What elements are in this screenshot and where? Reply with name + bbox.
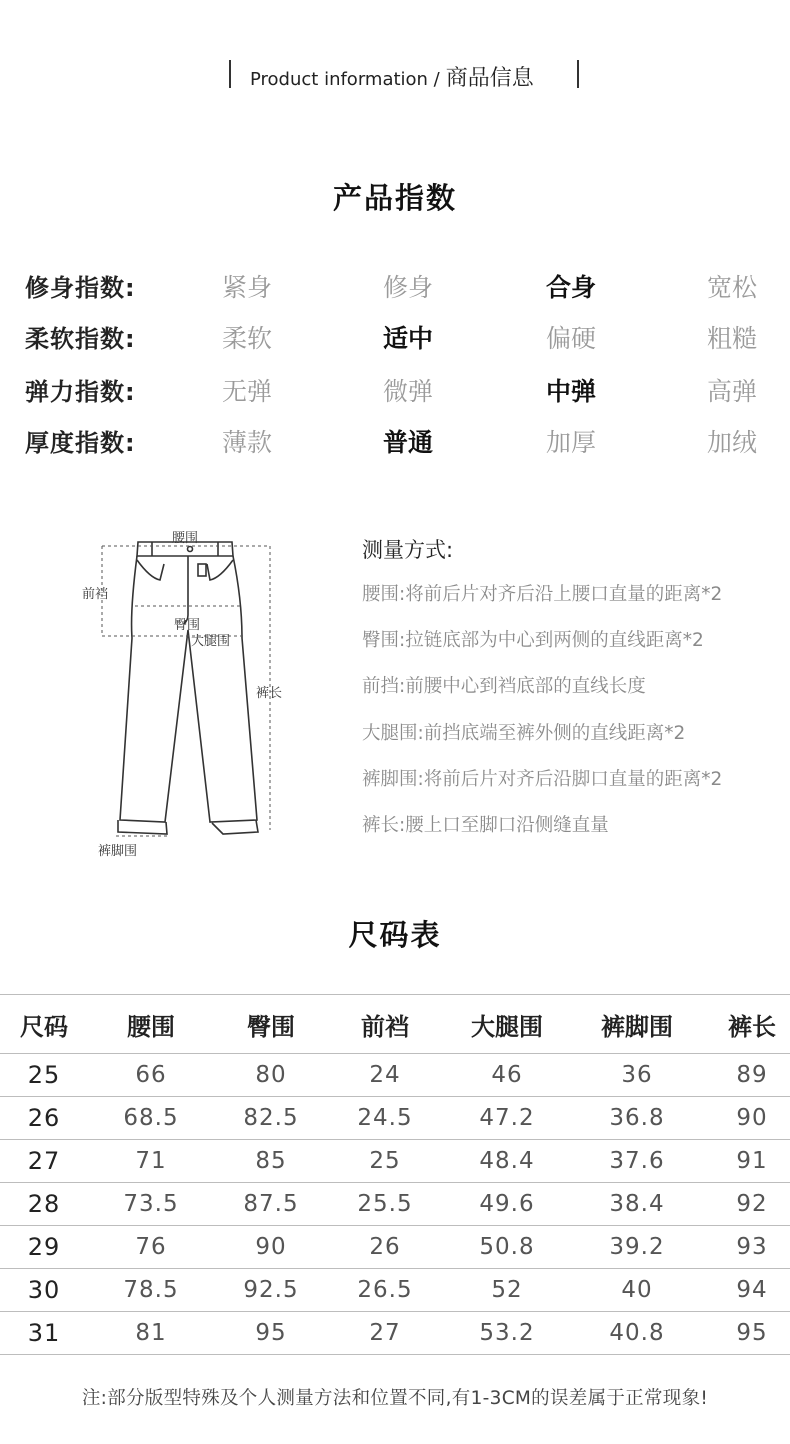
header-divider-left [229, 60, 231, 88]
header-title-cn: 商品信息 [445, 66, 534, 91]
table-cell-size: 28 [27, 1190, 61, 1218]
section-header [0, 58, 790, 92]
header-title-en: Product information / [250, 69, 440, 90]
table-cell: 49.6 [479, 1191, 535, 1217]
size-table-title: 尺码表 [348, 918, 442, 952]
table-cell: 25 [369, 1148, 401, 1174]
index-option: 宽松 [706, 273, 757, 302]
index-row [0, 423, 790, 463]
index-row [0, 319, 790, 359]
table-cell: 92.5 [243, 1277, 299, 1303]
diagram-label-hem: 裤脚围 [98, 844, 138, 859]
table-cell: 78.5 [123, 1277, 179, 1303]
table-cell: 89 [736, 1062, 768, 1088]
index-option-selected: 中弹 [545, 377, 596, 406]
table-cell: 73.5 [123, 1191, 179, 1217]
table-cell: 85 [255, 1148, 287, 1174]
diagram-label-front-rise: 前裆 [82, 587, 109, 602]
table-cell-size: 25 [27, 1061, 61, 1089]
table-cell: 53.2 [479, 1320, 535, 1346]
table-row [0, 1226, 790, 1269]
table-cell-size: 27 [27, 1147, 61, 1175]
header-divider-right [577, 60, 579, 88]
table-cell: 37.6 [609, 1148, 665, 1174]
index-option: 无弹 [221, 377, 272, 406]
index-row [0, 372, 790, 412]
table-cell: 36.8 [609, 1105, 665, 1131]
index-row-label: 弹力指数: [25, 378, 136, 406]
table-cell: 87.5 [243, 1191, 299, 1217]
index-option: 紧身 [221, 273, 272, 302]
table-row [0, 1097, 790, 1140]
table-header-cell: 腰围 [127, 1012, 175, 1041]
index-row-label: 厚度指数: [25, 429, 136, 457]
measurement-item-hem: 裤脚围:将前后片对齐后沿脚口直量的距离*2 [362, 769, 723, 790]
table-cell: 25.5 [357, 1191, 413, 1217]
table-cell: 82.5 [243, 1105, 299, 1131]
table-cell: 90 [736, 1105, 768, 1131]
table-header-cell: 前裆 [361, 1012, 409, 1041]
table-cell: 95 [255, 1320, 287, 1346]
table-row [0, 1269, 790, 1312]
index-option: 偏硬 [545, 324, 596, 353]
table-row [0, 1312, 790, 1355]
measurement-title: 测量方式: [362, 538, 454, 562]
index-option-selected: 普通 [382, 428, 433, 457]
table-cell: 81 [135, 1320, 167, 1346]
index-option: 粗糙 [706, 324, 757, 353]
index-option-selected: 合身 [545, 273, 596, 302]
table-cell-size: 29 [27, 1233, 61, 1261]
table-header-cell: 裤脚围 [601, 1012, 673, 1041]
table-cell: 68.5 [123, 1105, 179, 1131]
table-cell: 26 [369, 1234, 401, 1260]
table-cell: 93 [736, 1234, 768, 1260]
diagram-label-hip: 臀围 [174, 618, 201, 633]
measurement-item-hip: 臀围:拉链底部为中心到两侧的直线距离*2 [362, 630, 704, 651]
index-option: 加厚 [545, 428, 596, 457]
index-option: 高弹 [706, 377, 757, 406]
table-cell: 76 [135, 1234, 167, 1260]
index-row-label: 修身指数: [25, 274, 136, 302]
product-index-title: 产品指数 [332, 181, 457, 215]
table-cell: 48.4 [479, 1148, 535, 1174]
table-cell: 91 [736, 1148, 768, 1174]
diagram-label-thigh: 大腿围 [191, 634, 231, 649]
table-cell: 66 [135, 1062, 167, 1088]
table-cell: 39.2 [609, 1234, 665, 1260]
table-cell: 40 [621, 1277, 653, 1303]
table-cell: 80 [255, 1062, 287, 1088]
table-header-row [0, 995, 790, 1054]
table-header-cell: 臀围 [247, 1012, 295, 1041]
table-cell: 94 [736, 1277, 768, 1303]
table-cell: 36 [621, 1062, 653, 1088]
table-cell: 40.8 [609, 1320, 665, 1346]
pants-diagram [60, 520, 300, 865]
table-cell: 95 [736, 1320, 768, 1346]
index-option: 加绒 [706, 428, 757, 457]
index-option: 修身 [382, 273, 433, 302]
table-cell: 92 [736, 1191, 768, 1217]
table-cell: 52 [491, 1277, 523, 1303]
table-cell-size: 26 [27, 1104, 61, 1132]
table-cell: 90 [255, 1234, 287, 1260]
table-cell: 27 [369, 1320, 401, 1346]
table-cell: 71 [135, 1148, 167, 1174]
index-row-label: 柔软指数: [25, 325, 136, 353]
diagram-label-length: 裤长 [256, 686, 283, 701]
table-cell: 47.2 [479, 1105, 535, 1131]
index-option: 柔软 [221, 324, 272, 353]
index-option: 薄款 [221, 428, 272, 457]
table-cell: 26.5 [357, 1277, 413, 1303]
table-row [0, 1183, 790, 1226]
measurement-item-thigh: 大腿围:前挡底端至裤外侧的直线距离*2 [362, 723, 686, 744]
table-cell: 24.5 [357, 1105, 413, 1131]
measurement-item-waist: 腰围:将前后片对齐后沿上腰口直量的距离*2 [362, 584, 723, 605]
header-title [250, 61, 534, 92]
size-table [0, 994, 790, 1355]
footnote: 注:部分版型特殊及个人测量方法和位置不同,有1-3CM的误差属于正常现象! [81, 1388, 709, 1409]
table-row [0, 1054, 790, 1097]
measurement-item-front-rise: 前挡:前腰中心到裆底部的直线长度 [362, 676, 646, 697]
table-cell: 24 [369, 1062, 401, 1088]
table-header-cell: 尺码 [20, 1012, 68, 1041]
table-cell: 38.4 [609, 1191, 665, 1217]
table-row [0, 1140, 790, 1183]
table-cell: 50.8 [479, 1234, 535, 1260]
index-row [0, 268, 790, 308]
table-cell-size: 30 [27, 1276, 61, 1304]
diagram-label-waist: 腰围 [172, 531, 199, 546]
table-cell: 46 [491, 1062, 523, 1088]
index-option-selected: 适中 [382, 324, 433, 353]
table-header-cell: 大腿围 [471, 1012, 543, 1041]
table-header-cell: 裤长 [728, 1012, 776, 1041]
measurement-item-length: 裤长:腰上口至脚口沿侧缝直量 [362, 815, 609, 836]
index-option: 微弹 [382, 377, 433, 406]
table-cell-size: 31 [27, 1319, 61, 1347]
